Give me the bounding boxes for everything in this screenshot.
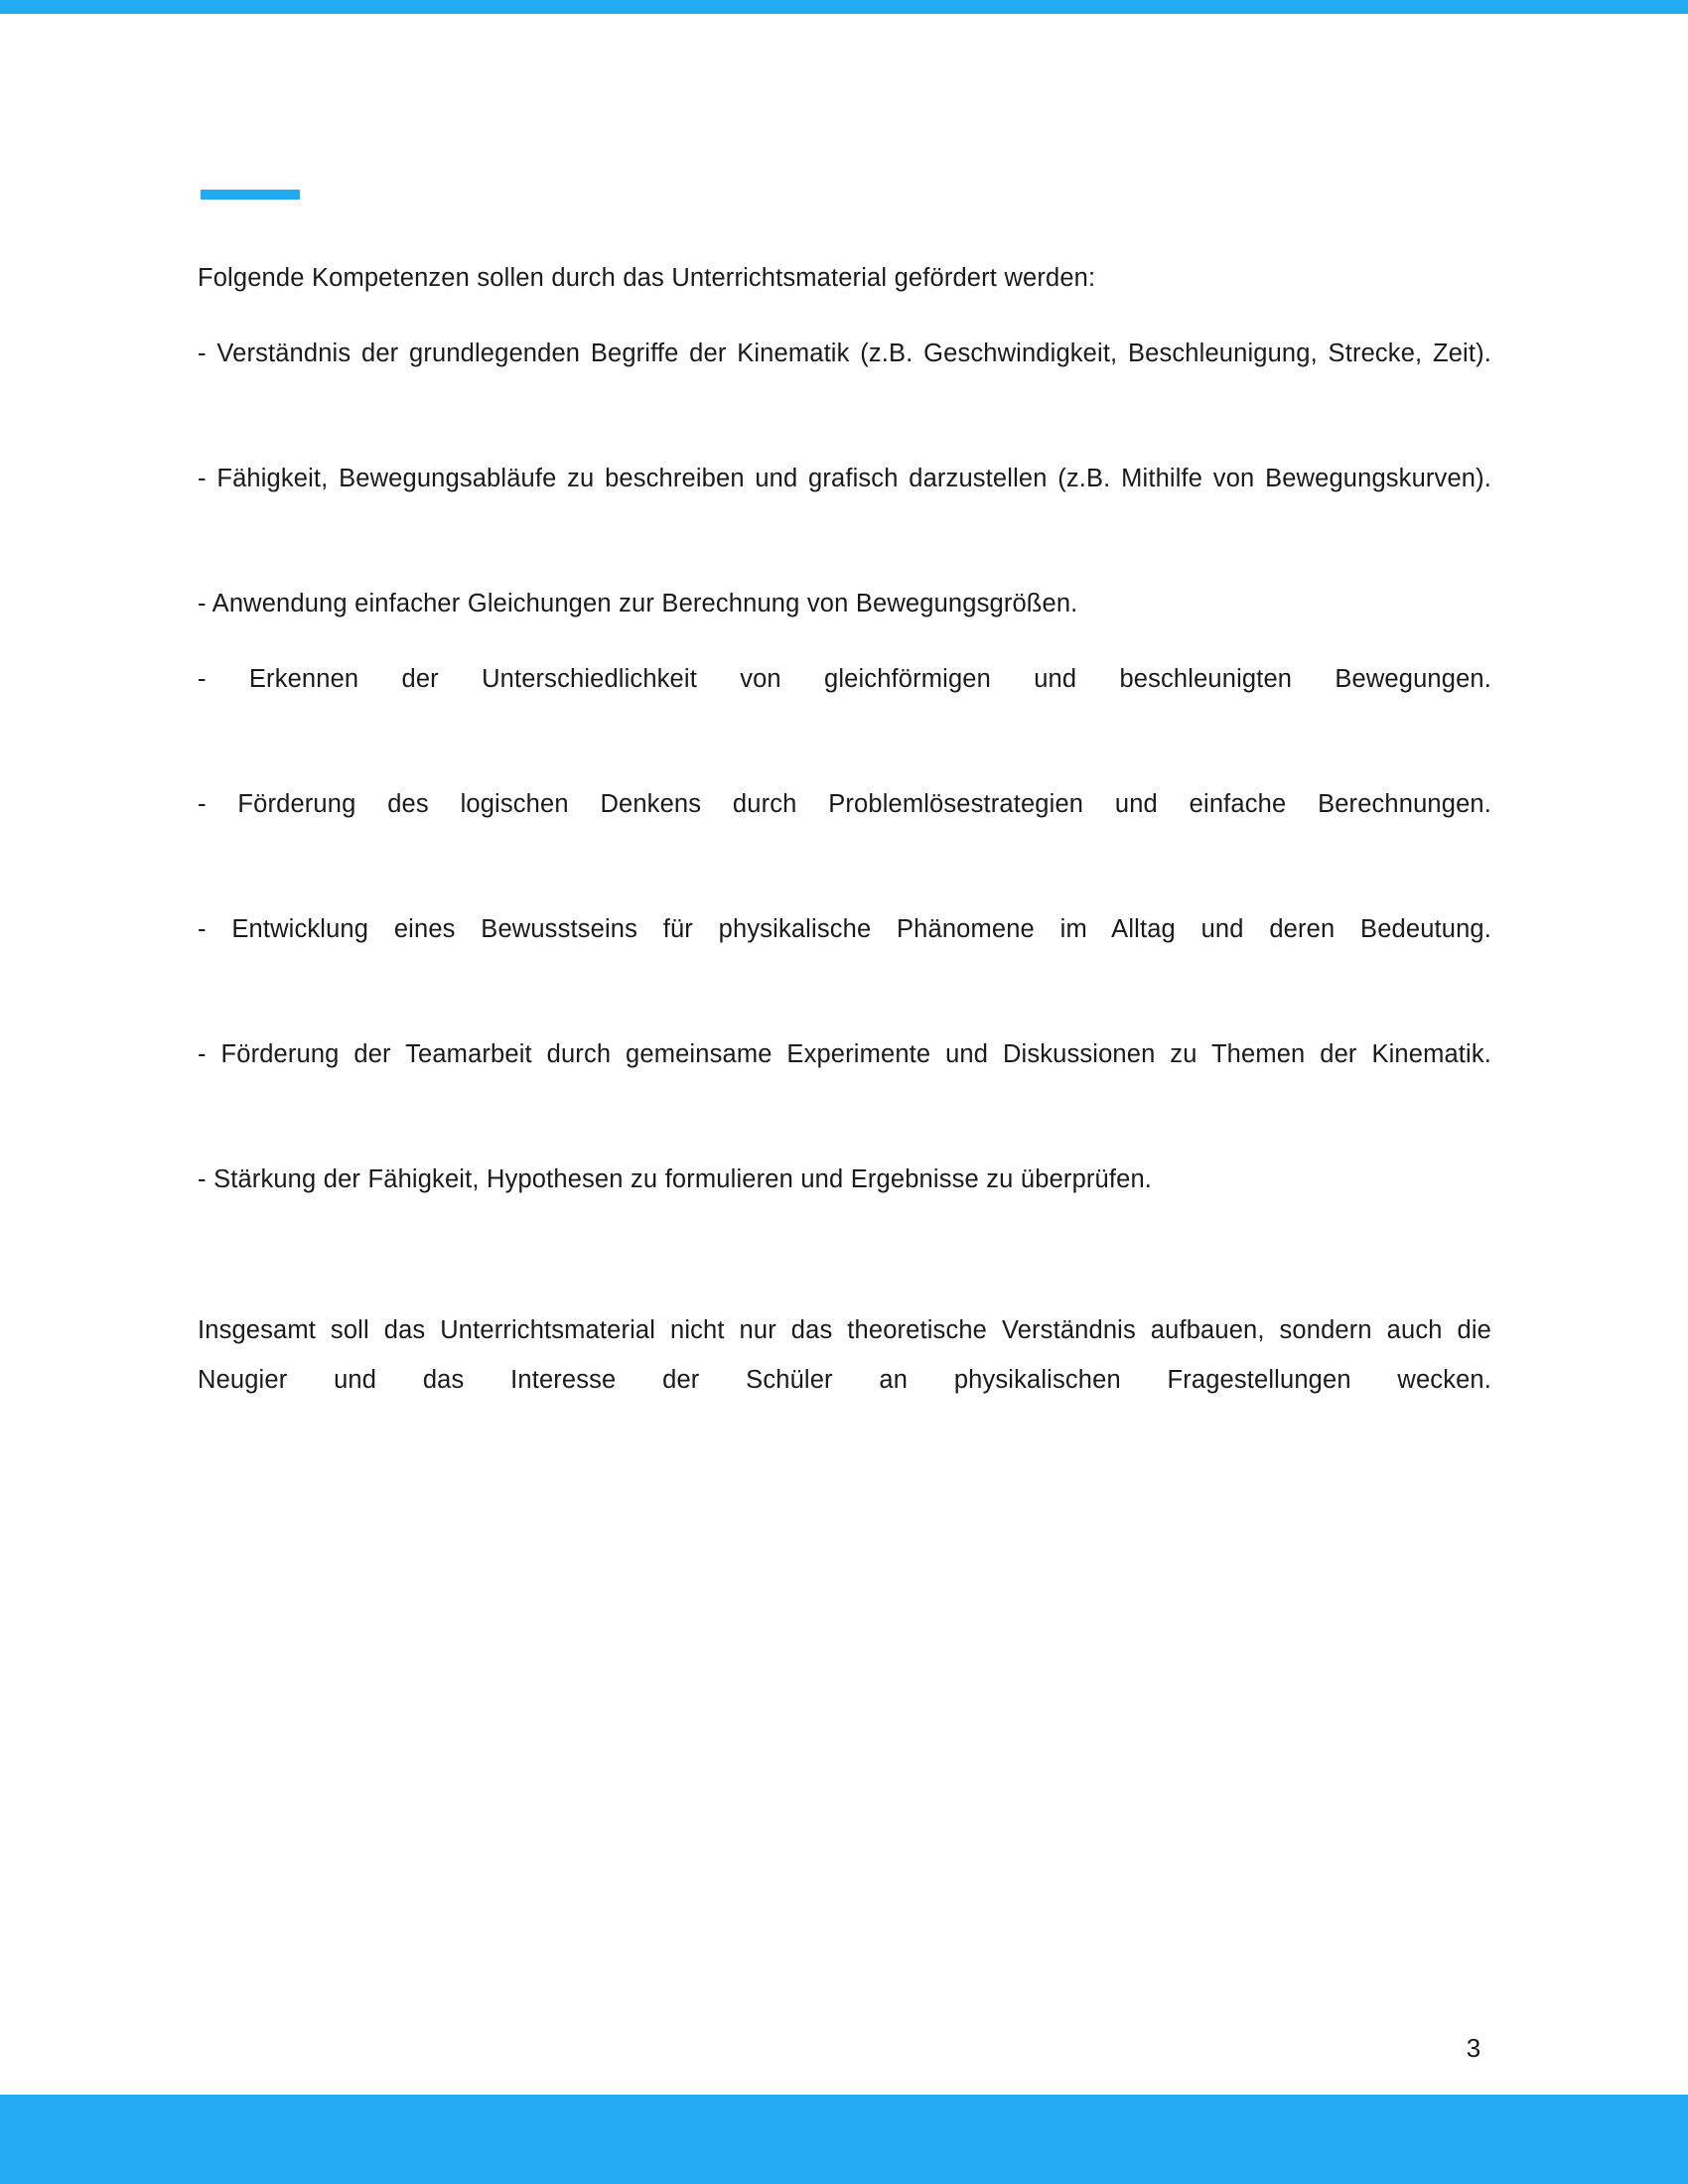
competency-bullet-7: - Förderung der Teamarbeit durch gemeinsame Experimente und Diskussionen zu Themen der Kinematik. — [198, 1040, 1491, 1068]
competency-bullet-2: - Fähigkeit, Bewegungsabläufe zu beschreiben und grafisch darzustellen (z.B. Mithilfe von Bewegungskurven). — [198, 465, 1491, 492]
section-accent-dash — [201, 190, 300, 200]
competency-bullet-1: - Verständnis der grundlegenden Begriffe der Kinematik (z.B. Geschwindigkeit, Beschleunigung, Strecke, Zeit). — [198, 340, 1491, 367]
paragraph-spacer — [198, 1230, 1491, 1305]
competency-bullet-6: - Entwicklung eines Bewusstseins für physikalische Phänomene im Alltag und deren Bedeutung. — [198, 915, 1491, 943]
competency-bullet-5: - Förderung des logischen Denkens durch Problemlösestrategien und einfache Berechnungen. — [198, 790, 1491, 818]
document-body — [198, 253, 1491, 1480]
bottom-accent-band — [0, 2095, 1688, 2184]
competency-bullet-8: - Stärkung der Fähigkeit, Hypothesen zu formulieren und Ergebnisse zu überprüfen. — [198, 1165, 1153, 1193]
competency-bullet-4: - Erkennen der Unterschiedlichkeit von gleichförmigen und beschleunigten Bewegungen. — [198, 665, 1491, 693]
competency-bullet-3: - Anwendung einfacher Gleichungen zur Berechnung von Bewegungsgrößen. — [198, 590, 1078, 617]
top-accent-band — [0, 0, 1688, 14]
summary-paragraph: Insgesamt soll das Unterrichtsmaterial nicht nur das theoretische Verständnis aufbauen, sondern auch die Neugier und das Interesse der Schüler an physikalischen Fragestellungen wecken. — [198, 1316, 1491, 1394]
intro-paragraph: Folgende Kompetenzen sollen durch das Unterrichtsmaterial gefördert werden: — [198, 264, 1096, 292]
page-number: 3 — [1466, 2033, 1481, 2063]
